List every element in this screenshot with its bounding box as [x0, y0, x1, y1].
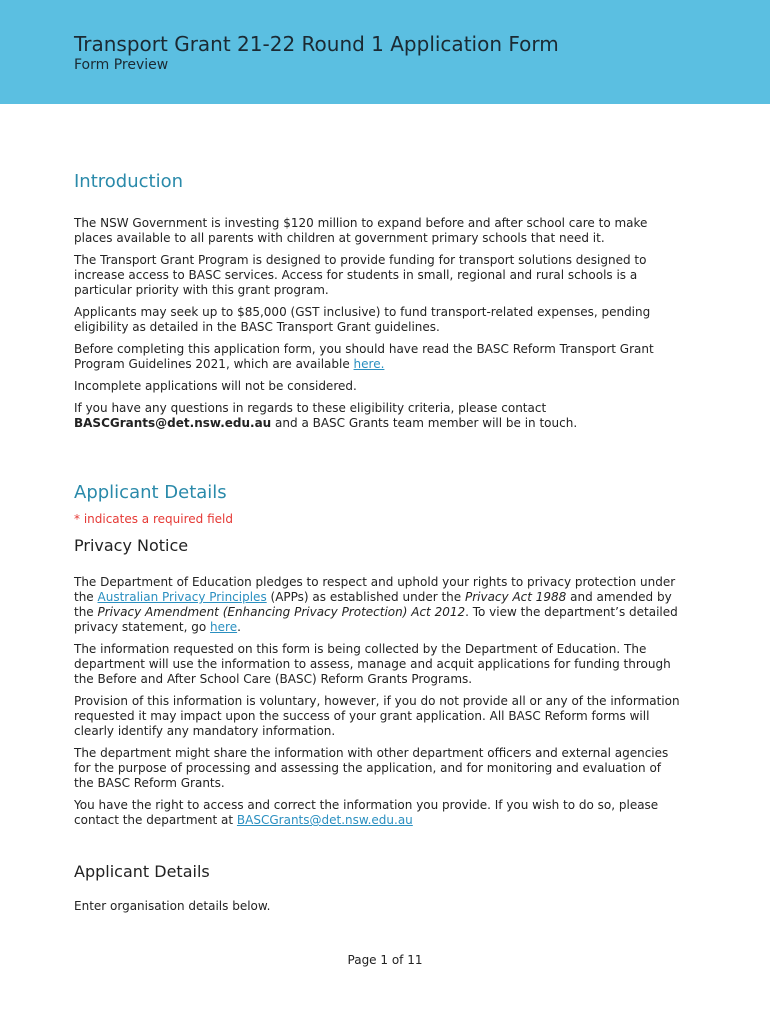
applicant-details-heading: Applicant Details — [74, 862, 210, 881]
form-header — [0, 0, 770, 104]
intro-paragraph-5: Incomplete applications will not be considered. — [74, 379, 357, 393]
privacy-paragraph-1 — [74, 575, 684, 635]
introduction-heading: Introduction — [74, 171, 184, 192]
intro-paragraph-6 — [74, 401, 684, 431]
intro-p6-text: If you have any questions in regards to these eligibility criteria, please contact — [74, 401, 547, 415]
applicant-details-section-heading: Applicant Details — [74, 482, 227, 503]
required-field-note: * indicates a required field — [74, 512, 233, 526]
applicant-details-instruction: Enter organisation details below. — [74, 899, 271, 913]
australian-privacy-principles-link[interactable]: Australian Privacy Principles — [97, 590, 267, 604]
intro-paragraph-3: Applicants may seek up to $85,000 (GST inclusive) to fund transport-related expenses, pending eligibility as detailed in the BASC Transport Grant guidelines. — [74, 305, 651, 334]
intro-p6-tail: and a BASC Grants team member will be in touch. — [271, 416, 578, 430]
privacy-paragraph-2: The information requested on this form is being collected by the Department of Education. The department will use the information to assess, manage and acquit applications for funding through the Before and After School Care (BASC) Reform Grants Programs. — [74, 642, 671, 686]
intro-paragraph-4 — [74, 342, 684, 372]
privacy-statement-link[interactable]: here — [210, 620, 238, 634]
basc-grants-email-link[interactable]: BASCGrants@det.nsw.edu.au — [236, 813, 413, 827]
privacy-p1-text-b: (APPs) as established under the — [266, 590, 465, 604]
privacy-p5-text: You have the right to access and correct the information you provide. If you wish to do so, please contact the department at — [74, 798, 659, 827]
form-title: Transport Grant 21-22 Round 1 Application Form — [74, 32, 559, 56]
privacy-paragraph-4: The department might share the information with other department officers and external agencies for the purpose of processing and assessing the application, and for monitoring and evaluation of the BASC Reform Grants. — [74, 746, 669, 790]
contact-email: BASCGrants@det.nsw.edu.au — [74, 416, 272, 430]
privacy-amendment-title: Privacy Amendment (Enhancing Privacy Protection) Act 2012 — [97, 605, 466, 619]
privacy-p1-text-c: and amended by the — [74, 590, 672, 619]
privacy-p1-text-a: The Department of Education pledges to respect and uphold your rights to privacy protection under the — [74, 575, 676, 604]
privacy-paragraph-5 — [74, 798, 684, 828]
intro-paragraph-2: The Transport Grant Program is designed to provide funding for transport solutions designed to increase access to BASC services. Access for students in small, regional and rural schools is a particular priority with this grant program. — [74, 253, 647, 297]
form-content — [74, 170, 684, 921]
form-subtitle: Form Preview — [74, 57, 169, 73]
intro-p4-text: Before completing this application form, you should have read the BASC Reform Transport Grant Program Guidelines 2021, which are available — [74, 342, 654, 371]
privacy-p1-text-d: . To view the department’s detailed privacy statement, go — [74, 605, 678, 634]
page-number: Page 1 of 11 — [347, 953, 423, 967]
privacy-p1-text-e: . — [237, 620, 241, 634]
privacy-act-title: Privacy Act 1988 — [464, 590, 567, 604]
privacy-notice-heading: Privacy Notice — [74, 536, 189, 555]
privacy-paragraph-3: Provision of this information is voluntary, however, if you do not provide all or any of the information requested it may impact upon the success of your grant application. All BASC Reform forms will clearly identify any mandatory information. — [74, 694, 680, 738]
intro-paragraph-1: The NSW Government is investing $120 million to expand before and after school care to make places available to all parents with children at government primary schools that need it. — [74, 216, 648, 245]
guidelines-link[interactable]: here. — [353, 357, 385, 371]
